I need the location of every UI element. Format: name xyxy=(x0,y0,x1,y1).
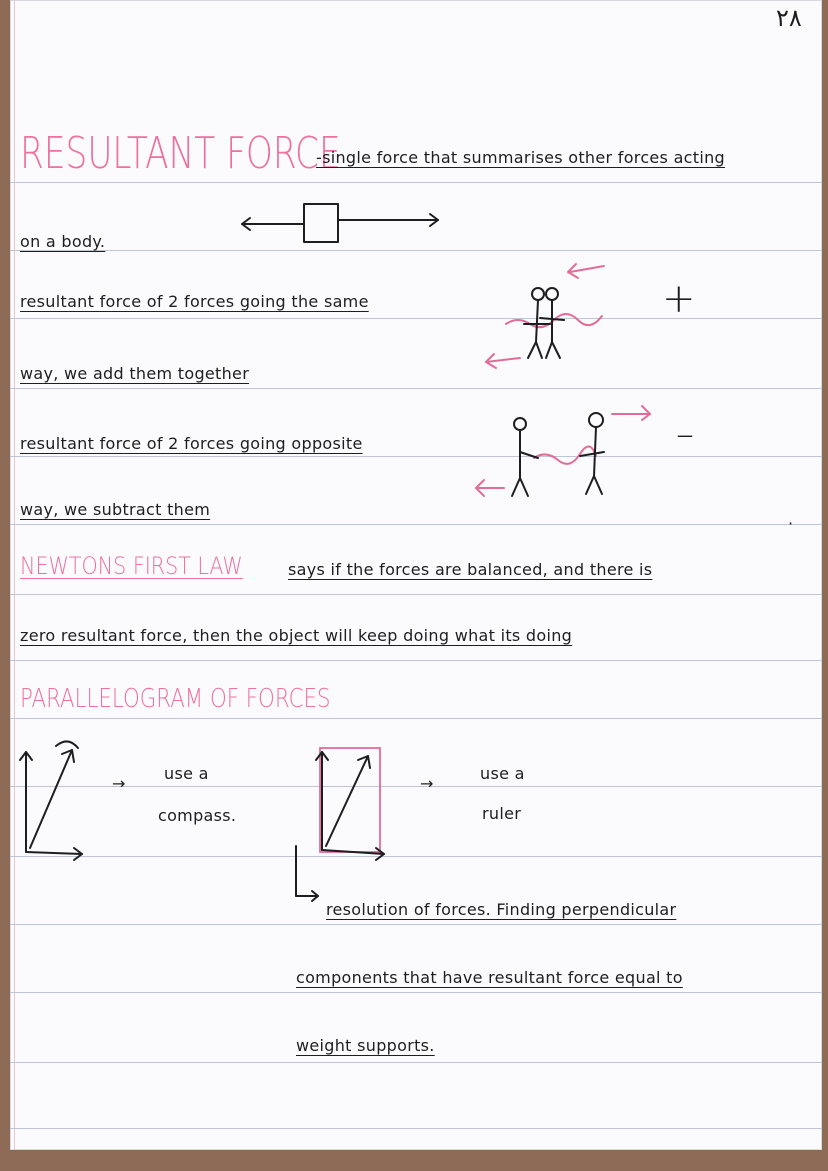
ruled-line xyxy=(10,786,822,787)
resultant-force-heading: RESULTANT FORCE xyxy=(20,128,341,179)
margin-line xyxy=(14,0,15,1150)
resolution-line-2: components that have resultant force equal to xyxy=(296,968,683,987)
compass-arrow: → xyxy=(112,774,126,793)
resultant-definition-line-2: on a body. xyxy=(20,232,106,251)
ruled-line xyxy=(10,182,822,183)
same-way-line-2: way, we add them together xyxy=(20,364,250,383)
resolution-bracket-arrow xyxy=(290,842,330,902)
opposite-direction-figures-icon xyxy=(468,400,668,510)
box-forces-diagram xyxy=(238,198,448,248)
ruled-line xyxy=(10,594,822,595)
ruled-line xyxy=(10,660,822,661)
newton-line-1: says if the forces are balanced, and there is xyxy=(288,560,653,579)
ruled-line xyxy=(10,1128,822,1129)
ruled-line xyxy=(10,456,822,457)
minus-sign: – xyxy=(676,414,695,455)
ruled-line xyxy=(10,718,822,719)
same-direction-figures-icon xyxy=(478,258,638,378)
same-way-line-1: resultant force of 2 forces going the same xyxy=(20,292,369,311)
ruler-arrow: → xyxy=(420,774,434,793)
use-a-compass-label-2: compass. xyxy=(158,806,237,825)
parallelogram-compass-diagram xyxy=(20,732,100,862)
parallelogram-heading: PARALLELOGRAM OF FORCES xyxy=(20,684,331,714)
ruled-line xyxy=(10,924,822,925)
resolution-line-1: resolution of forces. Finding perpendicular xyxy=(326,900,677,919)
resolution-line-3: weight supports. xyxy=(296,1036,435,1055)
ruled-line xyxy=(10,250,822,251)
ruled-line xyxy=(10,318,822,319)
resultant-definition-line-1: -single force that summarises other forces acting xyxy=(316,148,725,167)
ink-dot: · xyxy=(788,514,794,533)
page-number: ٢٨ xyxy=(776,4,802,32)
ruled-line xyxy=(10,1062,822,1063)
plus-sign: + xyxy=(662,276,696,322)
opposite-way-line-1: resultant force of 2 forces going opposite xyxy=(20,434,363,453)
ruled-line xyxy=(10,388,822,389)
newton-line-2: zero resultant force, then the object will keep doing what its doing xyxy=(20,626,573,645)
ruled-line xyxy=(10,856,822,857)
use-a-ruler-label-1: use a xyxy=(480,764,525,783)
opposite-way-line-2: way, we subtract them xyxy=(20,500,211,519)
ruled-line xyxy=(10,992,822,993)
use-a-compass-label-1: use a xyxy=(164,764,209,783)
ruled-line xyxy=(10,524,822,525)
newtons-first-law-heading: NEWTONS FIRST LAW xyxy=(20,552,243,580)
use-a-ruler-label-2: ruler xyxy=(482,804,522,823)
